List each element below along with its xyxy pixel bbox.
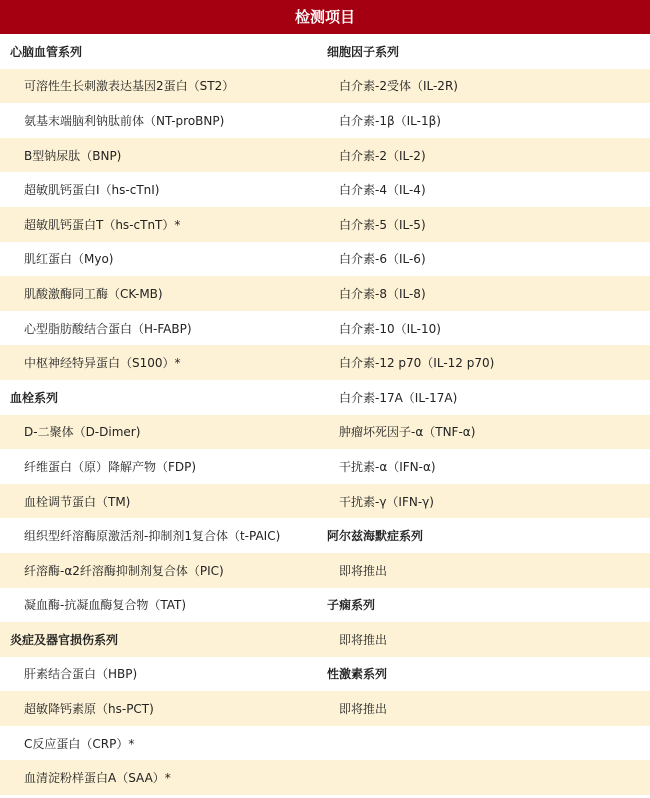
test-item-left: 血清淀粉样蛋白A（SAA）* [24,771,171,786]
test-item-right: 即将推出 [339,632,388,647]
table-row [0,380,650,415]
test-item-right: 白介素-6（IL-6) [339,252,426,267]
table-row [0,484,650,519]
test-item-right: 肿瘤坏死因子-α（TNF-α) [339,425,476,440]
test-item-left: 肌酸激酶同工酶（CK-MB) [24,286,163,301]
test-item-right: 白介素-1β（IL-1β) [339,113,441,128]
category-heading-right: 性激素系列 [327,667,388,682]
test-item-left: 血栓调节蛋白（TM) [24,494,131,509]
table-row [0,657,650,692]
test-item-right: 即将推出 [339,702,388,717]
table-row [0,242,650,277]
test-item-right: 白介素-10（IL-10) [339,321,441,336]
test-item-right: 白介素-12 p70（IL-12 p70) [339,356,495,371]
category-heading-left: 心脑血管系列 [10,44,83,59]
table-row [0,553,650,588]
table-row [0,69,650,104]
test-item-left: 纤溶酶-α2纤溶酶抑制剂复合体（PIC) [24,563,224,578]
table-row [0,760,650,795]
table-row [0,449,650,484]
table-row [0,726,650,761]
table-row [0,207,650,242]
table-row [0,345,650,380]
test-item-right: 干扰素-α（IFN-α) [339,459,436,474]
test-item-left: 凝血酶-抗凝血酶复合物（TAT) [24,598,187,613]
test-item-left: 超敏降钙素原（hs-PCT) [24,702,154,717]
test-item-right: 白介素-4（IL-4) [339,183,426,198]
test-item-left: 氨基末端脑利钠肽前体（NT-proBNP) [24,113,225,128]
table-row [0,172,650,207]
table-row [0,103,650,138]
test-item-right: 白介素-8（IL-8) [339,286,426,301]
test-item-left: 肝素结合蛋白（HBP) [24,667,138,682]
test-item-left: 超敏肌钙蛋白T（hs-cTnT）* [24,217,181,232]
test-item-right: 干扰素-γ（IFN-γ) [339,494,434,509]
test-item-left: B型钠尿肽（BNP) [24,148,122,163]
test-item-left: 肌红蛋白（Myo) [24,252,114,267]
test-item-left: 组织型纤溶酶原激活剂-抑制剂1复合体（t-PAIC) [24,529,281,544]
test-item-right: 白介素-2（IL-2) [339,148,426,163]
test-item-right: 白介素-5（IL-5) [339,217,426,232]
category-heading-left: 炎症及器官损伤系列 [10,632,119,647]
category-heading-right: 阿尔兹海默症系列 [327,529,424,544]
table-row [0,622,650,657]
table-row [0,415,650,450]
category-heading-left: 血栓系列 [10,390,59,405]
test-item-left: 超敏肌钙蛋白I（hs-cTnI) [24,183,160,198]
table-row [0,588,650,623]
table-row [0,518,650,553]
test-item-left: C反应蛋白（CRP）* [24,736,135,751]
test-item-right: 白介素-2受体（IL-2R) [339,79,458,94]
test-item-left: 纤维蛋白（原）降解产物（FDP) [24,459,197,474]
category-heading-right: 细胞因子系列 [327,44,400,59]
test-item-right: 即将推出 [339,563,388,578]
test-item-left: 中枢神经特异蛋白（S100）* [24,356,181,371]
category-heading-right: 子痫系列 [327,598,376,613]
test-item-left: D-二聚体（D-Dimer) [24,425,141,440]
table-header [0,0,650,34]
test-item-left: 可溶性生长刺激表达基因2蛋白（ST2） [24,79,235,94]
table-row [0,138,650,173]
table-row [0,691,650,726]
header-title: 检测项目 [294,8,355,26]
table-row [0,311,650,346]
table-row [0,276,650,311]
table-row [0,34,650,69]
test-items-table [0,34,650,795]
test-item-right: 白介素-17A（IL-17A) [339,390,458,405]
test-item-left: 心型脂肪酸结合蛋白（H-FABP) [24,321,192,336]
